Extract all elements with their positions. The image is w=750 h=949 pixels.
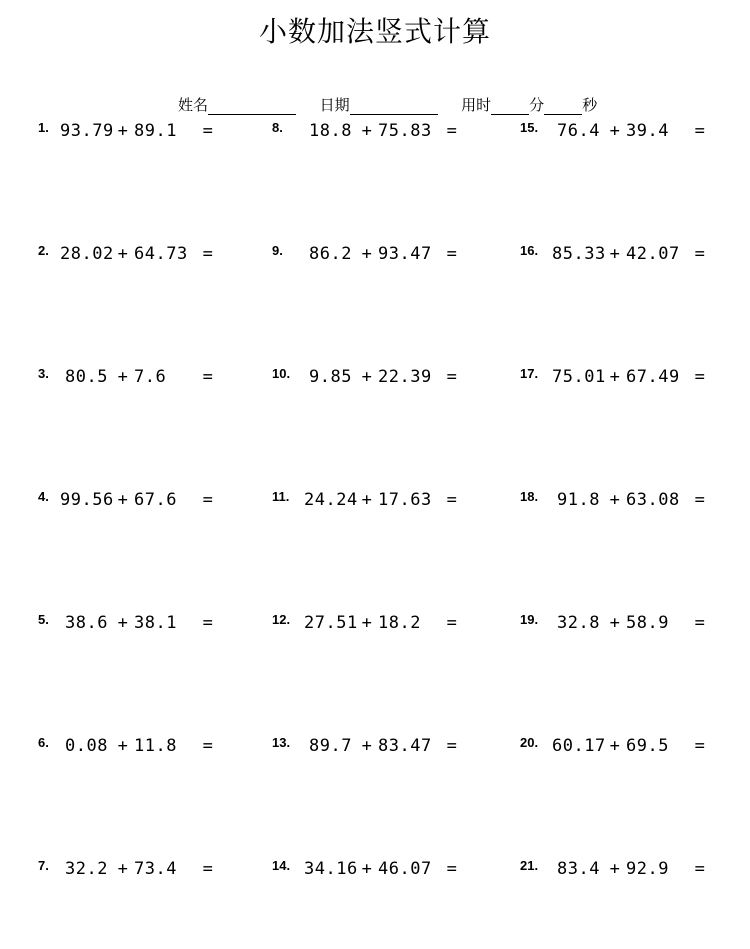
equals-sign: = [446, 490, 458, 510]
problem-item [272, 118, 472, 148]
plus-operator: + [117, 244, 129, 264]
second-addend: 67.49 [626, 367, 680, 387]
problem-item [38, 856, 238, 886]
problem-number: 13. [272, 735, 291, 750]
problem-expression [65, 736, 216, 756]
problem-item [272, 364, 472, 394]
second-addend: 11.8 [134, 736, 177, 756]
problem-item [38, 364, 238, 394]
problem-expression [552, 244, 708, 264]
problem-number: 3. [38, 366, 49, 381]
problem-item [38, 610, 238, 640]
first-addend: 86.2 [309, 244, 352, 264]
first-addend: 75.01 [552, 367, 606, 387]
first-addend: 80.5 [65, 367, 108, 387]
problem-expression [309, 121, 460, 141]
first-addend: 18.8 [309, 121, 352, 141]
problem-expression [557, 121, 708, 141]
problem-item [272, 487, 472, 517]
second-addend: 83.47 [378, 736, 432, 756]
problem-expression [309, 367, 460, 387]
problem-number: 2. [38, 243, 49, 258]
problem-number: 11. [272, 489, 290, 504]
problem-item [38, 487, 238, 517]
date-blank[interactable] [350, 100, 438, 115]
first-addend: 60.17 [552, 736, 606, 756]
problem-item [272, 241, 472, 271]
equals-sign: = [694, 367, 706, 387]
equals-sign: = [202, 244, 214, 264]
equals-sign: = [694, 859, 706, 879]
second-addend: 67.6 [134, 490, 177, 510]
second-label: 秒 [582, 96, 598, 114]
first-addend: 0.08 [65, 736, 108, 756]
plus-operator: + [361, 367, 373, 387]
minute-label: 分 [529, 96, 545, 114]
problem-expression [304, 613, 460, 633]
problem-expression [557, 490, 708, 510]
second-addend: 89.1 [134, 121, 177, 141]
time-label: 用时 [461, 96, 492, 114]
problem-expression [65, 367, 216, 387]
second-addend: 58.9 [626, 613, 669, 633]
plus-operator: + [117, 736, 129, 756]
plus-operator: + [361, 859, 373, 879]
student-info-line [178, 94, 597, 115]
plus-operator: + [117, 121, 129, 141]
problem-number: 7. [38, 858, 49, 873]
equals-sign: = [446, 367, 458, 387]
equals-sign: = [694, 736, 706, 756]
second-addend: 64.73 [134, 244, 188, 264]
plus-operator: + [609, 367, 621, 387]
first-addend: 89.7 [309, 736, 352, 756]
plus-operator: + [361, 121, 373, 141]
equals-sign: = [694, 613, 706, 633]
problem-number: 20. [520, 735, 539, 750]
equals-sign: = [446, 121, 458, 141]
equals-sign: = [202, 736, 214, 756]
plus-operator: + [117, 859, 129, 879]
first-addend: 34.16 [304, 859, 358, 879]
problem-number: 21. [520, 858, 539, 873]
problem-number: 12. [272, 612, 291, 627]
problem-item [520, 241, 720, 271]
problem-expression [65, 613, 216, 633]
equals-sign: = [202, 859, 214, 879]
plus-operator: + [361, 244, 373, 264]
first-addend: 99.56 [60, 490, 114, 510]
second-addend: 22.39 [378, 367, 432, 387]
worksheet-title: 小数加法竖式计算 [258, 15, 491, 48]
plus-operator: + [609, 613, 621, 633]
problem-item [520, 856, 720, 886]
second-addend: 63.08 [626, 490, 680, 510]
equals-sign: = [446, 859, 458, 879]
problem-item [272, 733, 472, 763]
name-blank[interactable] [208, 100, 296, 115]
equals-sign: = [202, 121, 214, 141]
problem-item [38, 733, 238, 763]
second-addend: 92.9 [626, 859, 669, 879]
second-addend: 75.83 [378, 121, 432, 141]
first-addend: 24.24 [304, 490, 358, 510]
second-addend: 17.63 [378, 490, 432, 510]
equals-sign: = [202, 613, 214, 633]
second-addend: 39.4 [626, 121, 669, 141]
problem-expression [65, 859, 216, 879]
second-addend: 42.07 [626, 244, 680, 264]
problem-number: 6. [38, 735, 49, 750]
equals-sign: = [202, 490, 214, 510]
second-addend: 18.2 [378, 613, 421, 633]
problem-item [520, 118, 720, 148]
problem-expression [557, 859, 708, 879]
problem-number: 19. [520, 612, 539, 627]
equals-sign: = [446, 613, 458, 633]
problem-expression [60, 121, 216, 141]
first-addend: 91.8 [557, 490, 600, 510]
equals-sign: = [446, 736, 458, 756]
name-label: 姓名 [178, 96, 209, 114]
plus-operator: + [117, 367, 129, 387]
plus-operator: + [609, 859, 621, 879]
problem-item [520, 487, 720, 517]
problem-item [520, 733, 720, 763]
problem-item [272, 856, 472, 886]
first-addend: 32.2 [65, 859, 108, 879]
second-addend: 93.47 [378, 244, 432, 264]
problem-number: 17. [520, 366, 539, 381]
plus-operator: + [361, 736, 373, 756]
date-label: 日期 [319, 96, 350, 114]
second-addend: 73.4 [134, 859, 177, 879]
problem-number: 18. [520, 489, 539, 504]
problem-item [272, 610, 472, 640]
problem-item [520, 610, 720, 640]
first-addend: 27.51 [304, 613, 358, 633]
plus-operator: + [361, 613, 373, 633]
equals-sign: = [694, 121, 706, 141]
problem-expression [552, 367, 708, 387]
problem-number: 15. [520, 120, 539, 135]
equals-sign: = [694, 490, 706, 510]
second-addend: 7.6 [134, 367, 167, 387]
problem-number: 5. [38, 612, 49, 627]
first-addend: 28.02 [60, 244, 114, 264]
second-addend: 69.5 [626, 736, 669, 756]
plus-operator: + [117, 490, 129, 510]
plus-operator: + [361, 490, 373, 510]
problem-item [520, 364, 720, 394]
minutes-blank[interactable] [491, 100, 529, 115]
problem-number: 8. [272, 120, 283, 135]
first-addend: 32.8 [557, 613, 600, 633]
problem-expression [304, 859, 460, 879]
first-addend: 76.4 [557, 121, 600, 141]
problem-number: 10. [272, 366, 291, 381]
problem-item [38, 241, 238, 271]
problem-item [38, 118, 238, 148]
problem-expression [60, 490, 216, 510]
problem-number: 1. [38, 120, 49, 135]
problem-expression [60, 244, 216, 264]
first-addend: 9.85 [309, 367, 352, 387]
plus-operator: + [117, 613, 129, 633]
first-addend: 85.33 [552, 244, 606, 264]
equals-sign: = [202, 367, 214, 387]
seconds-blank[interactable] [544, 100, 582, 115]
equals-sign: = [446, 244, 458, 264]
equals-sign: = [694, 244, 706, 264]
problem-expression [304, 490, 460, 510]
problem-number: 14. [272, 858, 291, 873]
problem-number: 16. [520, 243, 539, 258]
plus-operator: + [609, 736, 621, 756]
problem-number: 9. [272, 243, 283, 258]
plus-operator: + [609, 490, 621, 510]
problem-expression [557, 613, 708, 633]
plus-operator: + [609, 121, 621, 141]
second-addend: 46.07 [378, 859, 432, 879]
problem-expression [309, 736, 460, 756]
first-addend: 38.6 [65, 613, 108, 633]
plus-operator: + [609, 244, 621, 264]
first-addend: 83.4 [557, 859, 600, 879]
problem-expression [309, 244, 460, 264]
second-addend: 38.1 [134, 613, 177, 633]
problem-expression [552, 736, 708, 756]
first-addend: 93.79 [60, 121, 114, 141]
problem-number: 4. [38, 489, 49, 504]
